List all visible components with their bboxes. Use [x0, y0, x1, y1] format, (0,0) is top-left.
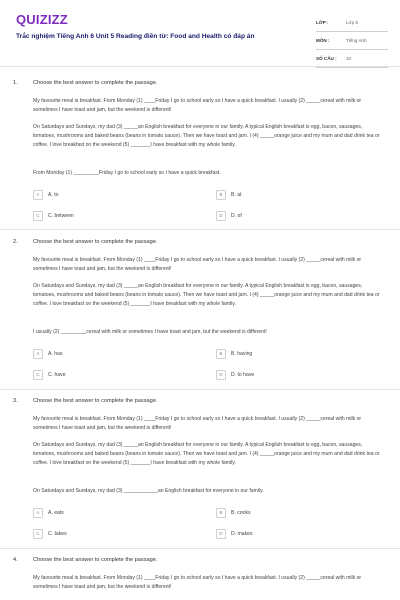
option-letter: D — [216, 529, 226, 539]
option-text: A. eats — [48, 510, 64, 516]
question-number: 1. — [13, 80, 18, 86]
question-divider — [0, 229, 400, 230]
option-d[interactable] — [216, 529, 253, 539]
option-text: A. has — [48, 351, 63, 357]
passage-paragraph-2: On Saturdays and Sundays, my dad (3) _____an English breakfast for everyone in our family. A typical English breakfast is egg, bacon, sausages, tomatoes, mushrooms and baked beans (beans in tomato sauce). Then we have toast and jam. I (4) _____orange juice and my mum and dad drink tea or coffee. I love breakfast on the weekend (5) _______I have breakfast with my whole family. — [33, 442, 380, 466]
meta-value: Tiếng Anh — [346, 38, 367, 43]
page-title: Trắc nghiệm Tiếng Anh 6 Unit 5 Reading điền từ: Food and Health có đáp án — [16, 33, 255, 40]
header-divider — [0, 66, 400, 67]
question-number: 2. — [13, 239, 18, 245]
option-text: C. have — [48, 372, 66, 378]
passage-paragraph-2: On Saturdays and Sundays, my dad (3) _____an English breakfast for everyone in our family. A typical English breakfast is egg, bacon, sausages, tomatoes, mushrooms and baked beans (beans in tomato sauce). Then we have toast and jam. I (4) _____orange juice and my mum and dad drink tea or coffee. I love breakfast on the weekend (5) _______I have breakfast with my whole family. — [33, 124, 380, 148]
option-letter: B — [216, 349, 226, 359]
option-d[interactable] — [216, 211, 242, 221]
meta-row-subject — [316, 32, 388, 50]
meta-key: MÔN : — [316, 38, 330, 43]
option-letter: A — [33, 349, 43, 359]
option-text: A. to — [48, 192, 59, 198]
option-b[interactable] — [216, 349, 252, 359]
option-letter: D — [216, 211, 226, 221]
option-b[interactable] — [216, 508, 251, 518]
option-a[interactable] — [33, 508, 64, 518]
option-text: C. between — [48, 213, 74, 219]
question-text: From Monday (1) _________Friday I go to school early so I have a quick breakfast. — [33, 170, 221, 176]
passage-paragraph-1: My favourite meal is breakfast. From Monday (1) ____Friday I go to school early so I have a quick breakfast. I usually (2) _____cereal with milk or sometimes I have toast and jam, but the weekend is different! — [33, 98, 362, 113]
option-letter: C — [33, 370, 43, 380]
passage-paragraph-2: On Saturdays and Sundays, my dad (3) _____an English breakfast for everyone in our family. A typical English breakfast is egg, bacon, sausages, tomatoes, mushrooms and baked beans (beans in tomato sauce). Then we have toast and jam. I (4) _____orange juice and my mum and dad drink tea or coffee. I love breakfast on the weekend (5) _______I have breakfast with my whole family. — [33, 283, 380, 307]
meta-value: Lớp 6 — [346, 20, 358, 25]
question-prompt: Choose the best answer to complete the passage. — [33, 398, 158, 404]
meta-key: SỐ CÂU : — [316, 56, 337, 61]
question-divider — [0, 548, 400, 549]
option-c[interactable] — [33, 370, 66, 380]
option-letter: B — [216, 190, 226, 200]
option-c[interactable] — [33, 211, 74, 221]
question-prompt: Choose the best answer to complete the passage. — [33, 239, 158, 245]
option-letter: C — [33, 211, 43, 221]
meta-key: LỚP : — [316, 20, 329, 25]
question-number: 4. — [13, 557, 18, 563]
question-prompt: Choose the best answer to complete the passage. — [33, 80, 158, 86]
option-text: B. at — [231, 192, 242, 198]
question-divider — [0, 389, 400, 390]
passage-paragraph-1: My favourite meal is breakfast. From Monday (1) ____Friday I go to school early so I have a quick breakfast. I usually (2) _____cereal with milk or sometimes I have toast and jam, but the weekend is different! — [33, 416, 362, 431]
question-text: On Saturdays and Sundays, my dad (3) ____________an English breakfast for everyone in our family. — [33, 488, 264, 494]
option-c[interactable] — [33, 529, 67, 539]
option-d[interactable] — [216, 370, 254, 380]
passage-paragraph-1: My favourite meal is breakfast. From Monday (1) ____Friday I go to school early so I have a quick breakfast. I usually (2) _____cereal with milk or sometimes I have toast and jam, but the weekend is different! — [33, 257, 362, 272]
option-letter: A — [33, 190, 43, 200]
option-letter: C — [33, 529, 43, 539]
option-text: D. makes — [231, 531, 253, 537]
option-text: B. cooks — [231, 510, 251, 516]
question-prompt: Choose the best answer to complete the passage. — [33, 557, 158, 563]
option-a[interactable] — [33, 190, 58, 200]
meta-value: 10 — [346, 56, 352, 61]
option-letter: B — [216, 508, 226, 518]
option-b[interactable] — [216, 190, 241, 200]
option-text: D. to have — [231, 372, 255, 378]
question-number: 3. — [13, 398, 18, 404]
option-letter: A — [33, 508, 43, 518]
option-text: C. takes — [48, 531, 67, 537]
question-text: I usually (2) _________cereal with milk or sometimes I have toast and jam, but the weekend is different! — [33, 329, 267, 335]
option-letter: D — [216, 370, 226, 380]
meta-row-grade — [316, 14, 388, 32]
meta-panel — [316, 14, 388, 68]
option-a[interactable] — [33, 349, 62, 359]
passage-paragraph-1: My favourite meal is breakfast. From Monday (1) ____Friday I go to school early so I have a quick breakfast. I usually (2) _____cereal with milk or sometimes I have toast and jam, but the weekend is different! — [33, 575, 362, 590]
option-text: B. having — [231, 351, 253, 357]
option-text: D. of — [231, 213, 242, 219]
quizizz-logo: QUIZIZZ — [16, 12, 68, 27]
